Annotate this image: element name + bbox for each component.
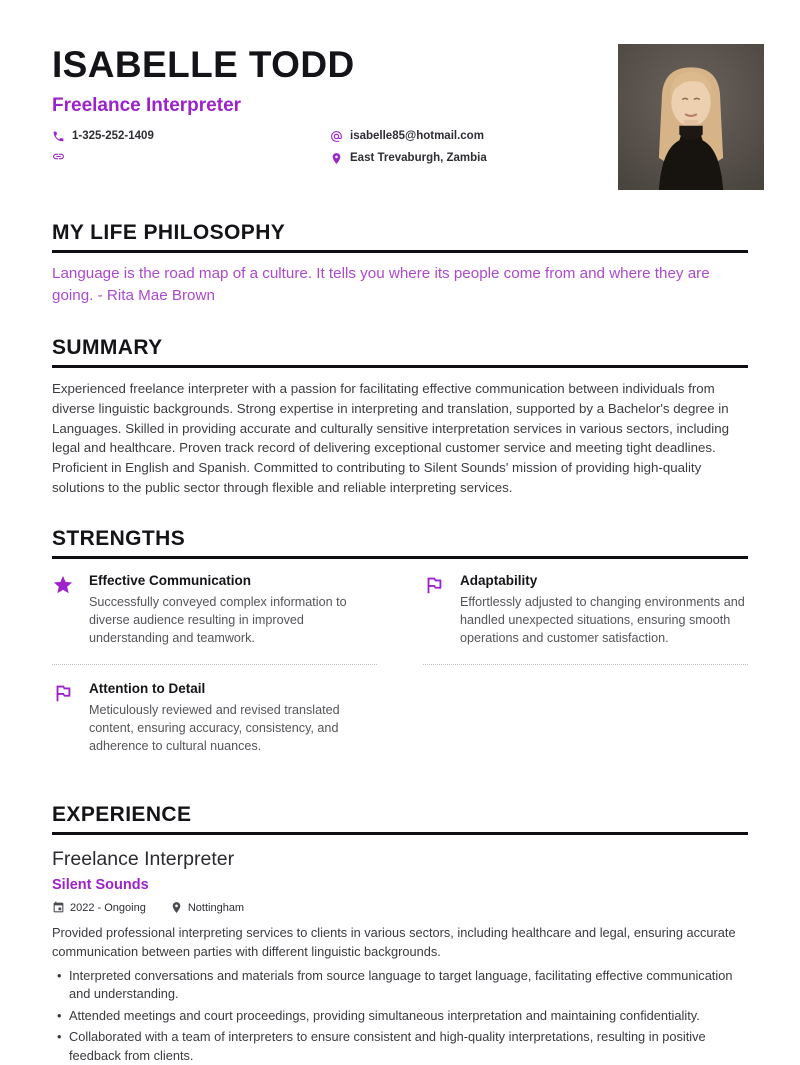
experience-company: Silent Sounds (52, 877, 149, 894)
strength-title: Adaptability (460, 573, 538, 589)
phone-icon (52, 130, 65, 143)
location-text: East Trevaburgh, Zambia (350, 152, 487, 164)
section-heading-rule (52, 336, 748, 368)
flag-icon (52, 681, 76, 756)
contact-column-left (52, 128, 330, 163)
section-philosophy (52, 221, 748, 306)
experience-bullet: • Interpreted conversations and materials from source language to target language, facilitating effective communication and understanding. (69, 967, 748, 1004)
person-name: ISABELLE TODD (52, 44, 355, 85)
calendar-icon (52, 901, 65, 914)
section-experience (52, 803, 748, 1065)
strength-content (89, 573, 377, 648)
profile-photo (618, 44, 764, 190)
experience-summary: Provided professional interpreting services to clients in various sectors, including healthcare and legal, ensuring accurate communication between parties with different linguistic backgrounds. (52, 925, 736, 959)
person-job-title: Freelance Interpreter (52, 95, 242, 116)
email-address: isabelle85@hotmail.com (350, 130, 484, 142)
strength-title: Attention to Detail (89, 680, 206, 696)
star-icon (52, 573, 76, 648)
strength-content (89, 681, 377, 756)
experience-location-text: Nottingham (187, 901, 245, 914)
summary-heading: SUMMARY (52, 336, 163, 360)
experience-entry (52, 848, 748, 1065)
section-strengths (52, 527, 748, 771)
strength-item (52, 681, 377, 772)
section-heading-rule (52, 221, 748, 253)
location-row (330, 150, 487, 167)
experience-role: Freelance Interpreter (52, 848, 235, 871)
location-pin-icon (330, 152, 343, 165)
experience-heading: EXPERIENCE (52, 803, 192, 827)
section-heading-rule (52, 803, 748, 835)
experience-bullet: • Attended meetings and court proceedings, providing simultaneous interpretation and maintaining confidentiality. (69, 1007, 748, 1026)
strength-title: Effective Communication (89, 573, 252, 589)
section-summary (52, 336, 748, 497)
flag-icon (423, 573, 447, 648)
phone-number: 1-325-252-1409 (72, 130, 154, 142)
experience-dates (52, 901, 146, 914)
summary-text: Experienced freelance interpreter with a passion for facilitating effective communication between individuals from diverse linguistic backgrounds. Strong expertise in interpreting and translation, supported by a Bachelor's degree in Languages. Skilled in providing accurate and culturally sensitive interpretation services in various sectors, including legal and healthcare. Proven track record of delivering exceptional customer service and meeting tight deadlines. Proficient in English and Spanish. Committed to contributing to Silent Sounds' mission of providing high-quality solutions to the public sector through flexible and reliable interpreting services. (52, 381, 730, 495)
strength-description: Successfully conveyed complex information to diverse audience resulting in improved understanding and teamwork. (89, 595, 347, 645)
email-row[interactable] (330, 128, 487, 145)
experience-dates-text: 2022 - Ongoing (70, 901, 146, 914)
experience-location (170, 901, 244, 914)
experience-bullet-list (52, 967, 748, 1065)
resume-header (52, 44, 748, 167)
contact-column-right (330, 128, 487, 167)
strength-description: Effortlessly adjusted to changing environments and handled unexpected situations, ensuring smooth operations and customer satisfaction. (460, 595, 745, 645)
strength-item (423, 573, 748, 665)
location-pin-icon (170, 901, 183, 914)
strengths-heading: STRENGTHS (52, 527, 186, 551)
phone-row[interactable] (52, 128, 330, 145)
at-sign-icon (330, 130, 343, 143)
strength-item (52, 573, 377, 665)
link-icon (52, 150, 65, 163)
portrait-illustration (618, 44, 764, 190)
section-heading-rule (52, 527, 748, 559)
experience-meta (52, 901, 748, 914)
strength-description: Meticulously reviewed and revised translated content, ensuring accuracy, consistency, and adherence to cultural nuances. (89, 702, 340, 753)
experience-bullet: • Collaborated with a team of interpreters to ensure consistent and high-quality interpretations, resulting in positive feedback from clients. (69, 1028, 748, 1065)
strengths-grid (52, 573, 748, 771)
link-row[interactable] (52, 150, 330, 163)
philosophy-quote: Language is the road map of a culture. It tells you where its people come from and where they are going. - Rita Mae Brown (52, 265, 710, 304)
strength-content (460, 573, 748, 648)
philosophy-heading: MY LIFE PHILOSOPHY (52, 221, 286, 244)
